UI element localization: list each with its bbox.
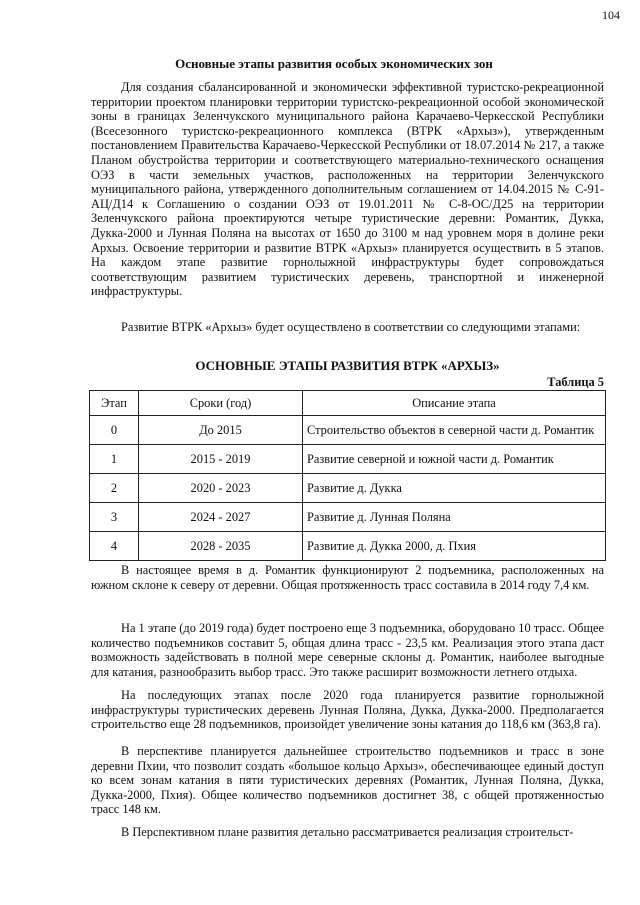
cell-term: 2015 - 2019 <box>139 445 303 474</box>
section-title: Основные этапы развития особых экономических зон <box>175 56 493 71</box>
cell-term: 2028 - 2035 <box>139 532 303 561</box>
table-row <box>90 532 606 561</box>
paragraph-later-stages: На последующих этапах после 2020 года планируется развитие горнолыжной инфраструктуры туристических деревень Лунная Поляна, Дукка, Дукка-2000. Предполагается строительство еще 28 подъемников, произойдет увеличение зоны катания до 118,6 км (363,8 га). <box>91 688 604 732</box>
table-row <box>90 503 606 532</box>
table-row <box>90 445 606 474</box>
cell-description: Развитие д. Дукка <box>303 474 606 503</box>
table-label: Таблица 5 <box>547 375 604 389</box>
header-description: Описание этапа <box>303 391 606 416</box>
stages-table <box>89 390 606 561</box>
cell-stage: 2 <box>90 474 139 503</box>
table-row <box>90 416 606 445</box>
paragraph-intro: Для создания сбалансированной и экономически эффективной туристско-рекреационной территории проектом планировки территории туристско-рекреационной особой экономической зоны в границах Зеленчукского муниципального района Карачаево-Черкесской Республики (Всесезонного туристско-рекреационного комплекса (ВТРК «Архыз»), утвержденным постановлением Правительства Карачаево-Черкесской Республики от 18.07.2014 № 217, а также Планом обустройства территории и соответствующего материально-технического оснащения ОЭЗ в части земельных участков, расположенных на территории Зеленчукского муниципального района, утвержденного дополнительным соглашением от 14.04.2015 № С-91-АЦ/Д14 к Соглашению о создании ОЭЗ от 19.01.2011 № С-8-ОС/Д25 на территории Зеленчукского района проектируются четыре туристические деревни: Романтик, Дукка, Дукка-2000 и Лунная Поляна на высотах от 1650 до 3100 м над уровнем моря в долине реки Архыз. Освоение территории и развитие ВТРК «Архыз» планируется осуществить в 5 этапов. На каждом этапе развитие горнолыжной инфраструктуры будет сопровождаться соответствующим развитием туристических деревень, транспортной и инженерной инфраструктуры. <box>91 80 604 299</box>
header-stage: Этап <box>90 391 139 416</box>
table-title: ОСНОВНЫЕ ЭТАПЫ РАЗВИТИЯ ВТРК «АРХЫЗ» <box>195 358 500 373</box>
cell-term: 2020 - 2023 <box>139 474 303 503</box>
cell-description: Развитие северной и южной части д. Романтик <box>303 445 606 474</box>
paragraph-stages-lead: Развитие ВТРК «Архыз» будет осуществлено в соответствии со следующими этапами: <box>121 320 581 334</box>
header-term: Сроки (год) <box>139 391 303 416</box>
paragraph-current-state: В настоящее время в д. Романтик функционируют 2 подъемника, расположенных на южном склоне к северу от деревни. Общая протяженность трасс составила в 2014 году 7,4 км. <box>91 563 604 592</box>
table-row <box>90 474 606 503</box>
cell-stage: 1 <box>90 445 139 474</box>
cell-stage: 0 <box>90 416 139 445</box>
page-number: 104 <box>602 8 620 22</box>
cell-description: Развитие д. Лунная Поляна <box>303 503 606 532</box>
table-header-row <box>90 391 606 416</box>
cell-description: Строительство объектов в северной части д. Романтик <box>303 416 606 445</box>
cell-stage: 3 <box>90 503 139 532</box>
cell-stage: 4 <box>90 532 139 561</box>
paragraph-continuation: В Перспективном плане развития детально рассматривается реализация строительст- <box>121 825 574 839</box>
cell-description: Развитие д. Дукка 2000, д. Пхия <box>303 532 606 561</box>
paragraph-perspective: В перспективе планируется дальнейшее строительство подъемников и трасс в зоне деревни Пхии, что позволит создать «большое кольцо Архыз», обеспечивающее единый доступ ко всем зонам катания в пяти туристических деревнях (Романтик, Лунная Поляна, Дукка, Дукка-2000, Пхия). Общее количество подъемников достигнет 38, с общей протяженностью трасс 148 км. <box>91 744 604 817</box>
cell-term: 2024 - 2027 <box>139 503 303 532</box>
paragraph-stage-1: На 1 этапе (до 2019 года) будет построено еще 3 подъемника, оборудовано 10 трасс. Общее количество подъемников составит 5, общая длина трасс - 23,5 км. Реализация этого этапа даст возможность задействовать в полной мере северные склоны д. Романтик, наиболее выгодные для катания, разнообразить выбор трасс. Это также расширит возможности летнего отдыха. <box>91 621 604 679</box>
cell-term: До 2015 <box>139 416 303 445</box>
